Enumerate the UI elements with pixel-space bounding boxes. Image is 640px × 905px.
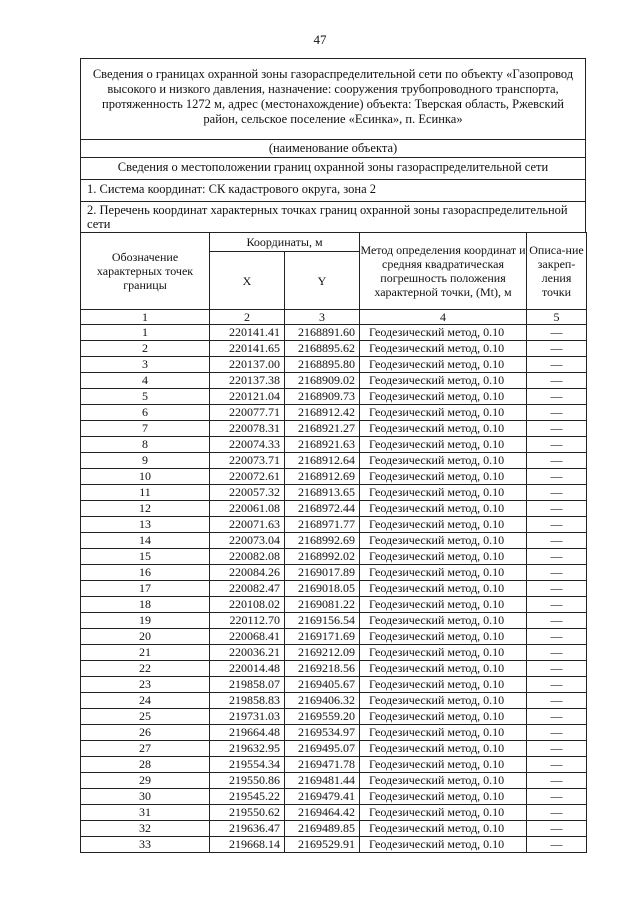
point-id: 19 xyxy=(81,613,210,629)
table-row xyxy=(81,629,587,645)
method: Геодезический метод, 0.10 xyxy=(360,517,527,533)
table-row xyxy=(81,597,587,613)
description: — xyxy=(527,373,587,389)
coord-y: 2169212.09 xyxy=(285,645,360,661)
points-list-heading: 2. Перечень координат характерных точках границ охранной зоны газораспределительной сети xyxy=(80,201,586,232)
method: Геодезический метод, 0.10 xyxy=(360,341,527,357)
coord-x: 220112.70 xyxy=(210,613,285,629)
coord-x: 219668.14 xyxy=(210,837,285,853)
method: Геодезический метод, 0.10 xyxy=(360,741,527,757)
description: — xyxy=(527,693,587,709)
coord-x: 220073.71 xyxy=(210,453,285,469)
coord-x: 220121.04 xyxy=(210,389,285,405)
coord-y: 2168971.77 xyxy=(285,517,360,533)
section-subtitle: Сведения о местоположении границ охранной зоны газораспределительной сети xyxy=(80,157,586,179)
point-id: 1 xyxy=(81,325,210,341)
point-id: 32 xyxy=(81,821,210,837)
description: — xyxy=(527,549,587,565)
table-row xyxy=(81,549,587,565)
point-id: 20 xyxy=(81,629,210,645)
column-number: 2 xyxy=(210,310,285,325)
coord-x: 220137.38 xyxy=(210,373,285,389)
point-id: 28 xyxy=(81,757,210,773)
coord-x: 220137.00 xyxy=(210,357,285,373)
table-row xyxy=(81,773,587,789)
point-id: 33 xyxy=(81,837,210,853)
coord-y: 2169529.91 xyxy=(285,837,360,853)
method: Геодезический метод, 0.10 xyxy=(360,437,527,453)
point-id: 31 xyxy=(81,805,210,821)
coord-y: 2169017.89 xyxy=(285,565,360,581)
description: — xyxy=(527,357,587,373)
method: Геодезический метод, 0.10 xyxy=(360,325,527,341)
coord-y: 2168909.02 xyxy=(285,373,360,389)
coord-y: 2169405.67 xyxy=(285,677,360,693)
table-row xyxy=(81,725,587,741)
method: Геодезический метод, 0.10 xyxy=(360,757,527,773)
description: — xyxy=(527,709,587,725)
point-id: 5 xyxy=(81,389,210,405)
table-row xyxy=(81,693,587,709)
method: Геодезический метод, 0.10 xyxy=(360,805,527,821)
point-id: 25 xyxy=(81,709,210,725)
table-row xyxy=(81,709,587,725)
method: Геодезический метод, 0.10 xyxy=(360,405,527,421)
table-row xyxy=(81,501,587,517)
coord-x: 219550.86 xyxy=(210,773,285,789)
table-row xyxy=(81,821,587,837)
method: Геодезический метод, 0.10 xyxy=(360,421,527,437)
description: — xyxy=(527,645,587,661)
method: Геодезический метод, 0.10 xyxy=(360,389,527,405)
coord-x: 220141.41 xyxy=(210,325,285,341)
table-row xyxy=(81,325,587,341)
coord-x: 220077.71 xyxy=(210,405,285,421)
point-id: 2 xyxy=(81,341,210,357)
point-id: 29 xyxy=(81,773,210,789)
coord-y: 2168921.63 xyxy=(285,437,360,453)
method: Геодезический метод, 0.10 xyxy=(360,677,527,693)
coord-x: 220074.33 xyxy=(210,437,285,453)
point-id: 30 xyxy=(81,789,210,805)
description: — xyxy=(527,341,587,357)
method: Геодезический метод, 0.10 xyxy=(360,501,527,517)
column-number: 1 xyxy=(81,310,210,325)
table-row xyxy=(81,645,587,661)
coord-x: 220068.41 xyxy=(210,629,285,645)
description: — xyxy=(527,821,587,837)
coord-y: 2169171.69 xyxy=(285,629,360,645)
table-row xyxy=(81,517,587,533)
method: Геодезический метод, 0.10 xyxy=(360,453,527,469)
description: — xyxy=(527,597,587,613)
coord-x: 220082.08 xyxy=(210,549,285,565)
coord-x: 220014.48 xyxy=(210,661,285,677)
coord-y: 2169481.44 xyxy=(285,773,360,789)
coord-y: 2169218.56 xyxy=(285,661,360,677)
coord-x: 220071.63 xyxy=(210,517,285,533)
table-row xyxy=(81,357,587,373)
method: Геодезический метод, 0.10 xyxy=(360,693,527,709)
method: Геодезический метод, 0.10 xyxy=(360,821,527,837)
table-row xyxy=(81,613,587,629)
description: — xyxy=(527,581,587,597)
point-id: 3 xyxy=(81,357,210,373)
point-id: 4 xyxy=(81,373,210,389)
header-x: X xyxy=(210,252,285,310)
coord-y: 2168912.42 xyxy=(285,405,360,421)
point-id: 8 xyxy=(81,437,210,453)
method: Геодезический метод, 0.10 xyxy=(360,357,527,373)
point-id: 16 xyxy=(81,565,210,581)
description: — xyxy=(527,805,587,821)
method: Геодезический метод, 0.10 xyxy=(360,581,527,597)
table-row xyxy=(81,533,587,549)
method: Геодезический метод, 0.10 xyxy=(360,597,527,613)
coord-y: 2168921.27 xyxy=(285,421,360,437)
description: — xyxy=(527,421,587,437)
description: — xyxy=(527,789,587,805)
coord-y: 2168972.44 xyxy=(285,501,360,517)
table-row xyxy=(81,661,587,677)
coord-y: 2169156.54 xyxy=(285,613,360,629)
coord-x: 219550.62 xyxy=(210,805,285,821)
header-y: Y xyxy=(285,252,360,310)
header-description: Описа-ние закреп-ления точки xyxy=(527,233,587,310)
coord-x: 219731.03 xyxy=(210,709,285,725)
method: Геодезический метод, 0.10 xyxy=(360,533,527,549)
coord-x: 219858.83 xyxy=(210,693,285,709)
description: — xyxy=(527,725,587,741)
point-id: 10 xyxy=(81,469,210,485)
description: — xyxy=(527,517,587,533)
coord-y: 2169464.42 xyxy=(285,805,360,821)
table-row xyxy=(81,805,587,821)
table-row xyxy=(81,437,587,453)
method: Геодезический метод, 0.10 xyxy=(360,613,527,629)
point-id: 21 xyxy=(81,645,210,661)
description: — xyxy=(527,837,587,853)
coord-y: 2169479.41 xyxy=(285,789,360,805)
column-number: 5 xyxy=(527,310,587,325)
description: — xyxy=(527,325,587,341)
point-id: 13 xyxy=(81,517,210,533)
coord-y: 2168992.02 xyxy=(285,549,360,565)
point-id: 18 xyxy=(81,597,210,613)
table-row xyxy=(81,565,587,581)
point-id: 17 xyxy=(81,581,210,597)
point-id: 23 xyxy=(81,677,210,693)
description: — xyxy=(527,773,587,789)
description: — xyxy=(527,565,587,581)
coord-x: 220061.08 xyxy=(210,501,285,517)
coord-y: 2169534.97 xyxy=(285,725,360,741)
method: Геодезический метод, 0.10 xyxy=(360,789,527,805)
table-row xyxy=(81,677,587,693)
coord-y: 2169081.22 xyxy=(285,597,360,613)
point-id: 12 xyxy=(81,501,210,517)
header-point: Обозначение характерных точек границы xyxy=(81,233,210,310)
coord-y: 2169559.20 xyxy=(285,709,360,725)
header-method: Метод определения координат и средняя квадратическая погрешность положения характерной точки, (Mt), м xyxy=(360,233,527,310)
point-id: 26 xyxy=(81,725,210,741)
table-row xyxy=(81,453,587,469)
method: Геодезический метод, 0.10 xyxy=(360,485,527,501)
table-row xyxy=(81,581,587,597)
description: — xyxy=(527,485,587,501)
coord-x: 220108.02 xyxy=(210,597,285,613)
coord-y: 2169489.85 xyxy=(285,821,360,837)
method: Геодезический метод, 0.10 xyxy=(360,661,527,677)
method: Геодезический метод, 0.10 xyxy=(360,773,527,789)
coord-x: 220084.26 xyxy=(210,565,285,581)
coord-x: 219632.95 xyxy=(210,741,285,757)
coord-x: 220073.04 xyxy=(210,533,285,549)
description: — xyxy=(527,469,587,485)
description: — xyxy=(527,629,587,645)
coord-x: 220036.21 xyxy=(210,645,285,661)
coord-x: 220141.65 xyxy=(210,341,285,357)
coord-y: 2169495.07 xyxy=(285,741,360,757)
coord-y: 2168895.62 xyxy=(285,341,360,357)
method: Геодезический метод, 0.10 xyxy=(360,629,527,645)
description: — xyxy=(527,661,587,677)
description: — xyxy=(527,437,587,453)
point-id: 9 xyxy=(81,453,210,469)
header-coordinates: Координаты, м xyxy=(210,233,360,252)
coord-y: 2168891.60 xyxy=(285,325,360,341)
method: Геодезический метод, 0.10 xyxy=(360,373,527,389)
point-id: 6 xyxy=(81,405,210,421)
coord-x: 220078.31 xyxy=(210,421,285,437)
coord-y: 2169471.78 xyxy=(285,757,360,773)
column-number: 4 xyxy=(360,310,527,325)
coord-y: 2168992.69 xyxy=(285,533,360,549)
method: Геодезический метод, 0.10 xyxy=(360,709,527,725)
description: — xyxy=(527,533,587,549)
coord-x: 220072.61 xyxy=(210,469,285,485)
method: Геодезический метод, 0.10 xyxy=(360,837,527,853)
coord-y: 2168909.73 xyxy=(285,389,360,405)
point-id: 11 xyxy=(81,485,210,501)
coord-x: 219554.34 xyxy=(210,757,285,773)
table-row xyxy=(81,421,587,437)
method: Геодезический метод, 0.10 xyxy=(360,549,527,565)
coord-x: 219636.47 xyxy=(210,821,285,837)
method: Геодезический метод, 0.10 xyxy=(360,725,527,741)
table-row xyxy=(81,373,587,389)
table-row xyxy=(81,341,587,357)
method: Геодезический метод, 0.10 xyxy=(360,645,527,661)
page-number: 47 xyxy=(313,32,327,47)
table-row xyxy=(81,485,587,501)
description: — xyxy=(527,741,587,757)
table-row xyxy=(81,405,587,421)
description: — xyxy=(527,405,587,421)
point-id: 7 xyxy=(81,421,210,437)
table-row xyxy=(81,741,587,757)
coord-y: 2168895.80 xyxy=(285,357,360,373)
point-id: 15 xyxy=(81,549,210,565)
method: Геодезический метод, 0.10 xyxy=(360,469,527,485)
coord-x: 219664.48 xyxy=(210,725,285,741)
table-body xyxy=(81,325,587,853)
table-row xyxy=(81,757,587,773)
coordinate-system: 1. Система координат: СК кадастрового округа, зона 2 xyxy=(80,179,586,201)
point-id: 24 xyxy=(81,693,210,709)
point-id: 27 xyxy=(81,741,210,757)
coord-x: 220082.47 xyxy=(210,581,285,597)
coord-x: 219858.07 xyxy=(210,677,285,693)
coord-y: 2169406.32 xyxy=(285,693,360,709)
coord-y: 2168913.65 xyxy=(285,485,360,501)
table-row xyxy=(81,389,587,405)
table-row xyxy=(81,837,587,853)
description: — xyxy=(527,453,587,469)
table-row xyxy=(81,469,587,485)
description: — xyxy=(527,501,587,517)
object-caption: (наименование объекта) xyxy=(80,139,586,157)
method: Геодезический метод, 0.10 xyxy=(360,565,527,581)
point-id: 14 xyxy=(81,533,210,549)
description: — xyxy=(527,389,587,405)
description: — xyxy=(527,677,587,693)
point-id: 22 xyxy=(81,661,210,677)
coordinates-sheet xyxy=(80,58,586,853)
object-title: Сведения о границах охранной зоны газораспределительной сети по объекту «Газопровод высокого и низкого давления, назначение: сооружения трубопроводного транспорта, протяженность 1272 м, адрес (местонахождение) объекта: Тверская область, Ржевский район, сельское поселение «Есинка», п. Есинка» xyxy=(80,58,586,139)
coordinates-table xyxy=(80,232,587,853)
coord-x: 219545.22 xyxy=(210,789,285,805)
coord-x: 220057.32 xyxy=(210,485,285,501)
table-row xyxy=(81,789,587,805)
description: — xyxy=(527,613,587,629)
coord-y: 2168912.64 xyxy=(285,453,360,469)
coord-y: 2168912.69 xyxy=(285,469,360,485)
coord-y: 2169018.05 xyxy=(285,581,360,597)
column-number: 3 xyxy=(285,310,360,325)
description: — xyxy=(527,757,587,773)
